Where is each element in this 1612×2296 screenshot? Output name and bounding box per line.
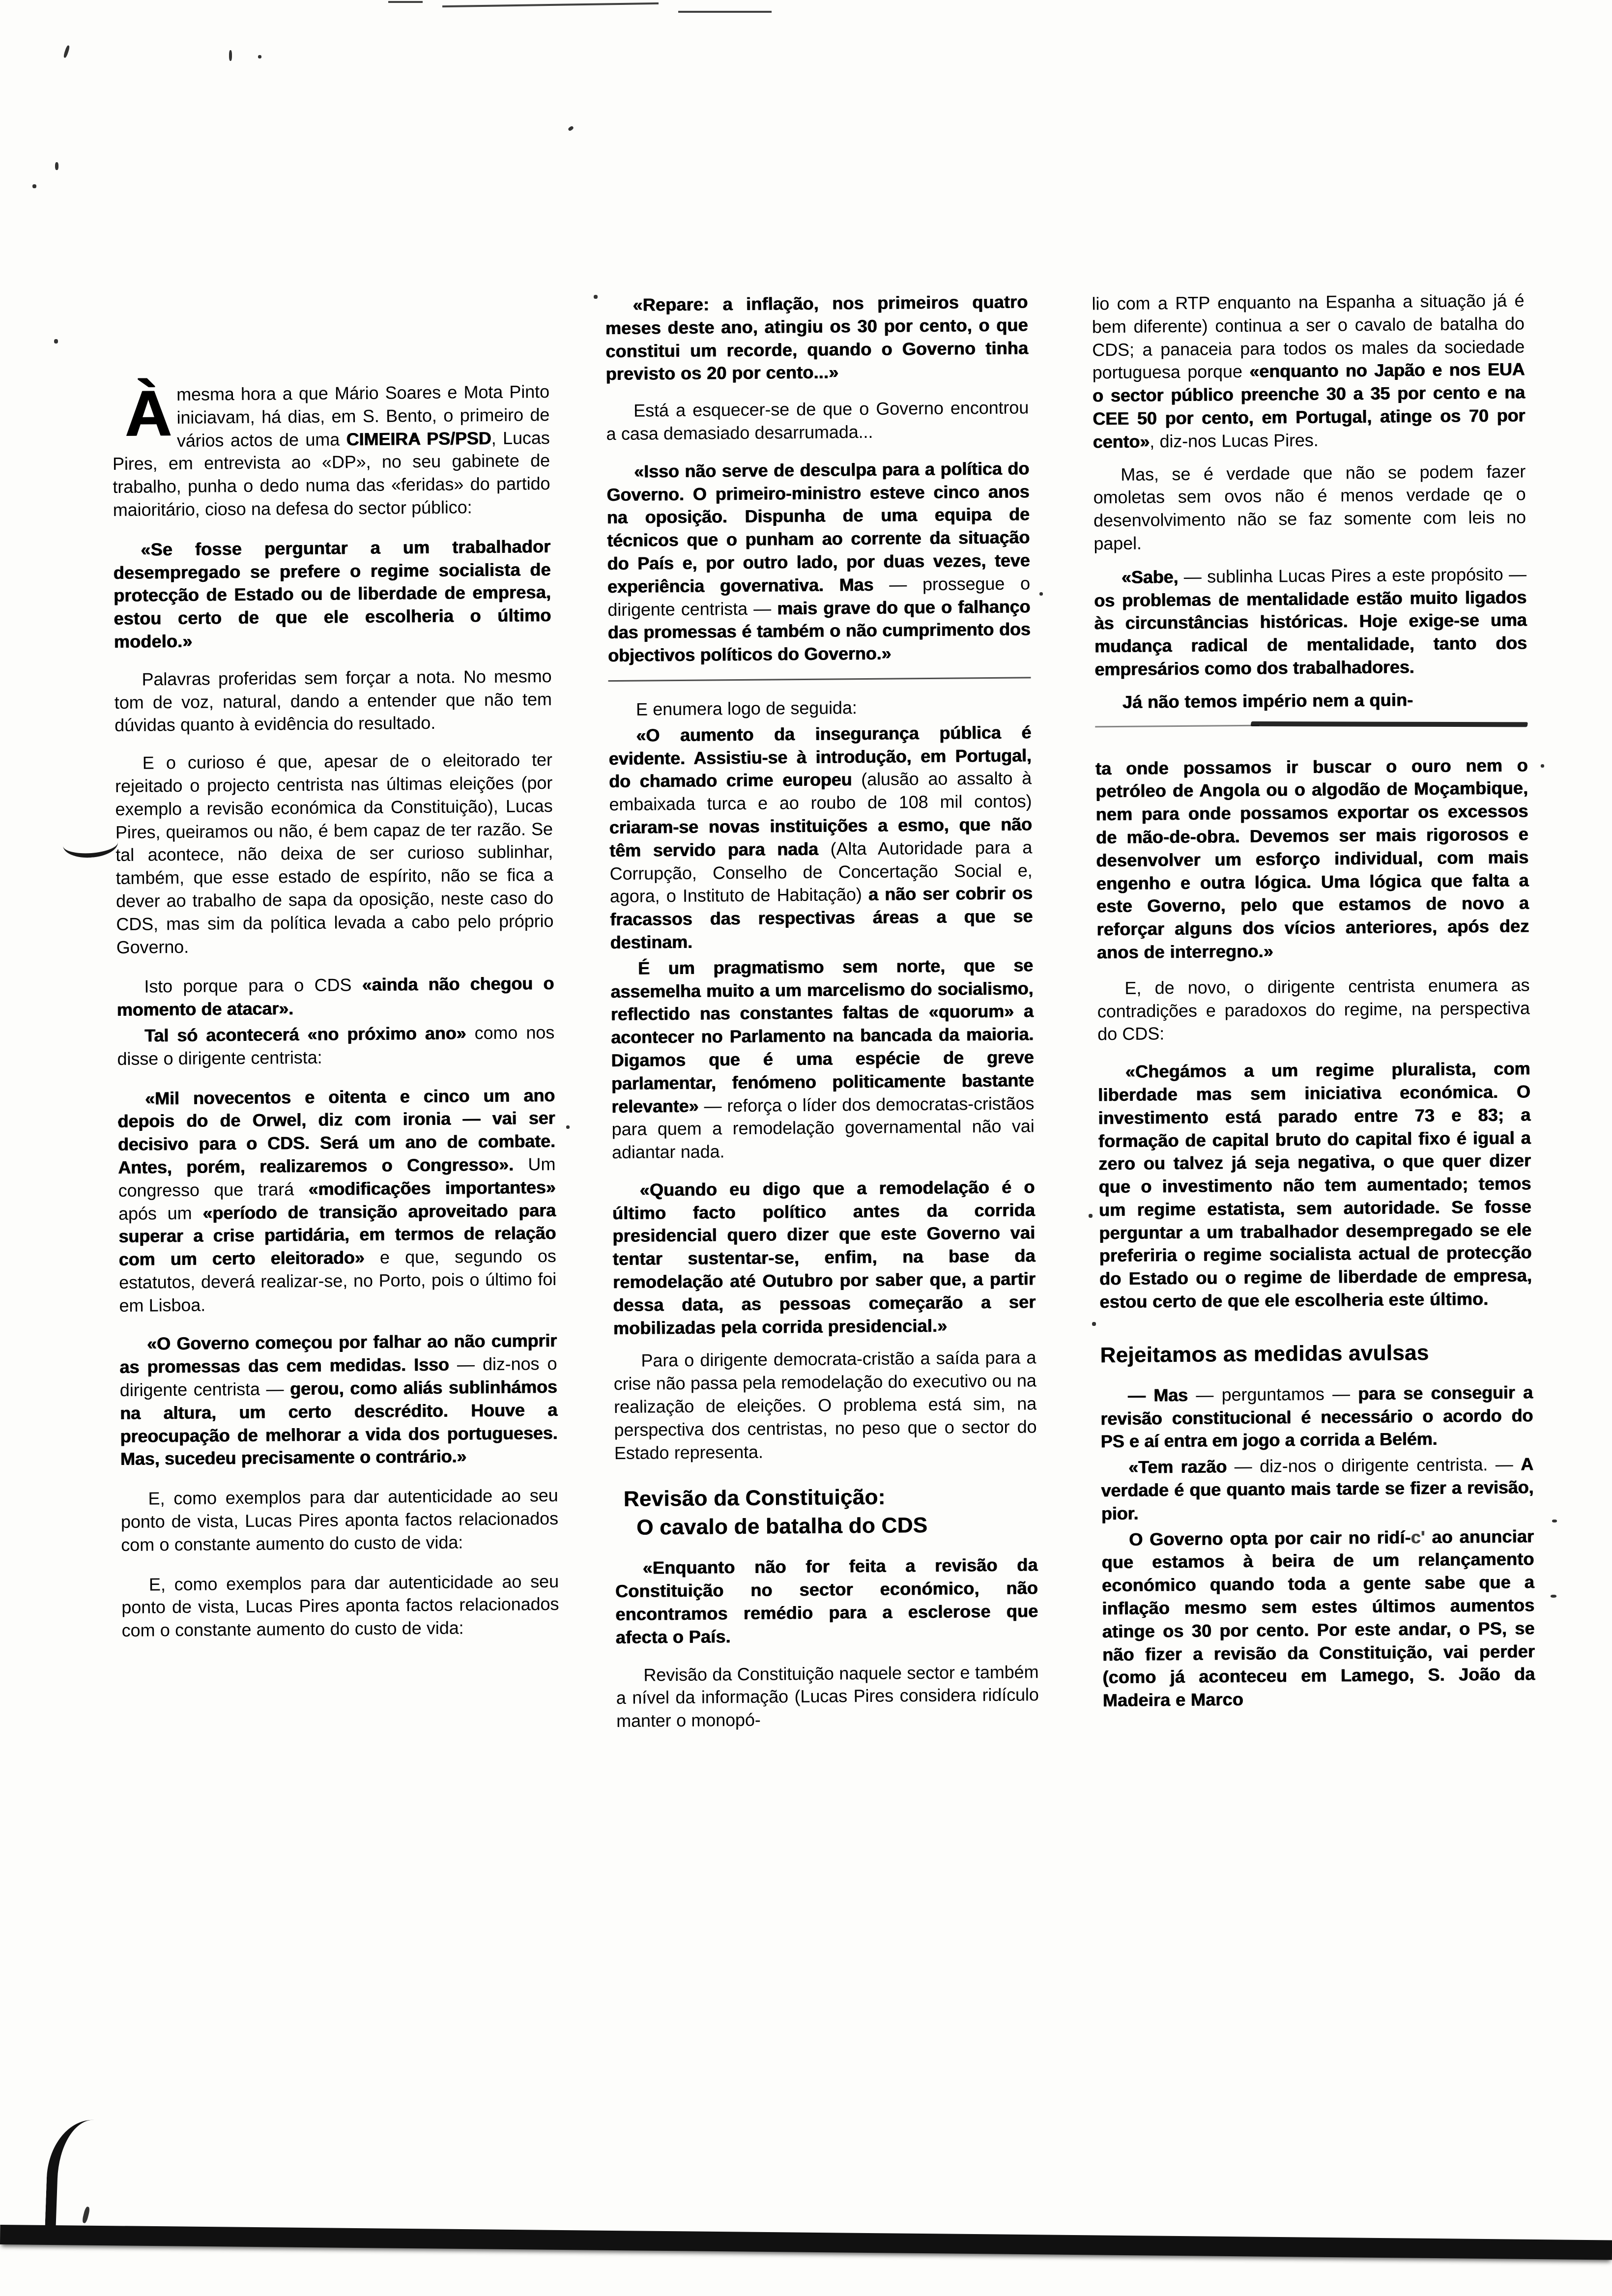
body-paragraph: Palavras proferidas sem forçar a nota. No mesmo tom de voz, natural, dando a entender que não tem dúvidas quanto à evidência do resultado. [114,665,552,736]
para-bold: Tal só acontecerá «no próximo ano» [144,1023,466,1046]
quote-paragraph: «Quando eu digo que a remodelação é o último facto político antes da corrida presidencial quero dizer que este Governo vai tentar sustentar-se, enfim, na base da remodelação até Outubro por saber que, a partir dessa data, as pessoas começarão a ser mobilizadas pela corrida presidencial.» [612,1177,1036,1338]
quote-paragraph [119,1329,558,1471]
quote-text: (alusão ao assalto à embaixada turca e ao roubo de 108 mil contos) [609,768,1032,815]
quote-text: — prossegue o dirigente centrista — [607,573,1031,620]
para-bold: «enquanto no Japão e nos EUA o sector público preenche 30 a 35 por cento e na CEE 50 por cento, em Portugal, atinge os 70 por cento» [1092,359,1526,452]
body-paragraph [1100,1381,1533,1453]
body-paragraph: E, como exemplos para dar autenticidade ao seu ponto de vista, Lucas Pires aponta factos relacionados com o constante aumento do custo de vida: [121,1571,559,1641]
quote-text: — diz-nos o dirigente centrista — [119,1353,557,1401]
quote-paragraph: «Se fosse perguntar a um trabalhador desempregado se prefere o regime socialista de protecção de Estado ou de liberdade de empresa, estou certo de que ele escolheria o último modelo.» [113,536,551,652]
quote-bold: «O aumento da insegurança pública é evidente. Assistiu-se à introdução, em Portugal, do chamado crime europeu [608,722,1032,792]
quote-paragraph: «Enquanto não for feita a revisão da Constituição no sector económico, não encontramos remédio para a esclerose que afecta o País. [615,1554,1038,1647]
column-divider-rule [608,677,1031,682]
quote-continuation-head: Já não temos império nem a quin- [1122,689,1413,712]
lead-text-bold: CIMEIRA PS/PSD [346,428,491,449]
body-paragraph: E enumera logo de seguida: [635,697,857,719]
para-text: O Governo opta por cair no ridí- [1129,1527,1411,1550]
section-heading-rejeitamos: Rejeitamos as medidas avulsas [1100,1340,1429,1368]
para-text: Isto porque para o CDS [144,975,362,997]
para-text: — perguntamos — [1196,1383,1358,1405]
para-bold: A verdade é que quanto mais tarde se fizer a revisão, pior. [1101,1454,1534,1524]
body-paragraph: Revisão da Constituição naquele sector e também a nível da informação (Lucas Pires considera ridículo manter o monopó- [616,1661,1039,1731]
quote-bold: «período de transição aproveitado para superar a crise partidária, em termos de relação com um certo eleitorado» [118,1200,556,1270]
quote-paragraph: «Repare: a inflação, nos primeiros quatro meses deste ano, atingiu os 30 por cento, o que constitui um recorde, quando o Governo tinha previsto os 20 por cento...» [605,291,1029,384]
quote-paragraph [117,1084,557,1318]
quote-bold: «Isso não serve de desculpa para a política do Governo. O primeiro-ministro esteve cinco anos na oposição. Dispunha de uma equipa de técnicos que o punham ao corrente da situação do País e, por outro lado, por duas vezes, teve experiência governativa. Mas [606,458,1030,597]
body-paragraph [1101,1453,1534,1525]
column-divider-smudge [1095,719,1527,743]
lead-paragraph [112,377,550,522]
body-paragraph: E o curioso é que, apesar de o eleitorado ter rejeitado o projecto centrista nas últimas eleições (por exemplo a revisão económica da Constituição), Lucas Pires, queiramos ou não, é bem capaz de ter razão. Se tal acontece, não deixa de ser curioso sublinhar, também, que esse estado de espírito, não se fica a dever ao trabalho de sapa da oposição, neste caso do CDS, mas sim da política levada a cabo pelo próprio Governo. [115,749,554,957]
para-text-faded: c' [1410,1526,1425,1548]
quote-bold: «modificações importantes» [308,1177,556,1199]
quote-paragraph [1094,563,1527,681]
quote-bold: «Mil novecentos e oitenta e cinco um ano depois do de Orwel, diz com ironia — vai ser decisivo para o CDS. Será um ano de combate. Antes, porém, realizaremos o Congresso». [117,1085,556,1177]
text-column-2 [603,0,1039,1743]
quote-bold: mais grave do que o falhanço das promessas é também o não cumprimento dos objectivos políticos do Governo.» [607,596,1031,666]
para-bold: «ainda não chegou o momento de atacar». [116,973,554,1020]
para-text: , diz-nos Lucas Pires. [1150,430,1319,452]
body-paragraph [116,972,554,1022]
section-subheading-cavalo: O cavalo de batalha do CDS [636,1513,928,1540]
body-paragraph [117,1021,555,1071]
para-text: como nos disse o dirigente centrista: [117,1022,555,1069]
quote-paragraph [610,954,1035,1164]
text-column-3 [1090,0,1535,1715]
quote-bold: É um pragmatismo sem norte, que se assemelha muito a um marcelismo do socialismo, reflectido nas constantes faltas de «quorum» a acontecer no Parlamento na bancada da maioria. Digamos que é uma espécie de greve parlamentar, fenómeno politicamente bastante relevante» [610,955,1035,1117]
quote-text: Um congresso que trará [118,1153,556,1201]
body-paragraph: E, de novo, o dirigente centrista enumera as contradições e paradoxos do regime, na perspectiva do CDS: [1097,975,1530,1044]
quote-paragraph: ta onde possamos ir buscar o ouro nem o petróleo de Angola ou o algodão de Moçambique, nem para onde possamos exportar os excessos de mão-de-obra. Devemos ser mais rigorosos e desenvolver um esforço individual, com mais engenho e outra lógica. Uma lógica que falta a este Governo, pelo que estamos de novo a reforçar alguns dos vícios anteriores, após dez anos de interregno.» [1095,754,1529,963]
para-bold: para se conseguir a revisão constitucional é necessário o acordo do PS e aí entra em jogo a corrida a Belém. [1100,1382,1533,1452]
lead-text-a: mesma hora a que Mário Soares e Mota Pinto iniciavam, há dias, em S. Bento, o primeiro de vários actos de uma [176,381,550,451]
body-paragraph [1101,1525,1535,1712]
quote-text: — sublinha Lucas Pires a este propósito — [1178,564,1527,587]
body-paragraph: Mas, se é verdade que não se podem fazer omoletas sem ovos não é menos verdade qe o desenvolvimento não se faz somente com leis no papel. [1093,461,1526,554]
quote-text: e que, segundo os estatutos, deverá realizar-se, no Porto, pois o último foi em Lisboa. [118,1246,557,1316]
quote-bold: «O Governo começou por falhar ao não cumprir as promessas das cem medidas. Isso [119,1330,557,1378]
quote-text: (Alta Autoridade para a Corrupção, Conselho de Concertação Social e, agora, o Instituto de Habitação) [609,837,1033,907]
section-heading-revisao: Revisão da Constituição: [623,1485,886,1512]
quote-bold: criaram-se novas instituições a esmo, que não têm servido para nada [609,814,1032,861]
para-bold: «Tem razão [1128,1456,1227,1478]
quote-paragraph [606,457,1031,667]
quote-paragraph [608,721,1033,954]
para-text: lio com a RTP enquanto na Espanha a situação já é bem diferente) continua a ser o cavalo de batalha do CDS; a panaceia para todos os males da sociedade portuguesa porque [1092,290,1525,383]
lead-text-b: , Lucas Pires, em entrevista ao «DP», no seu gabinete de trabalho, punha o dedo numa das «feridas» do partido maioritário, cioso na defesa do sector público: [112,427,550,520]
body-paragraph: E, como exemplos para dar autenticidade ao seu ponto de vista, Lucas Pires aponta factos relacionados com o constante aumento do custo de vida: [120,1485,559,1555]
body-paragraph: Para o dirigente democrata-cristão a saída para a crise não passa pela remodelação do executivo ou na realização de eleições. O problema está sim, na perspectiva dos centristas, no peso que o sector do Estado representa. [613,1347,1037,1463]
quote-bold: os problemas de mentalidade estão muito ligados às circunstâncias históricas. Hoje exige-se uma mudança radical de mentalidade, tanto dos empresários como dos trabalhadores. [1094,587,1527,680]
quote-bold: a não ser cobrir os fracassos das respectivas áreas a que se destinam. [610,883,1033,953]
para-bold: — Mas [1127,1384,1196,1406]
quote-bold: «Sabe, [1121,566,1179,587]
para-text: — diz-nos o dirigente centrista. — [1227,1454,1521,1477]
quote-bold: gerou, como aliás sublinhámos na altura, um certo descrédito. Houve a preocupação de melhorar a vida dos portugueses. Mas, sucedeu precisamente o contrário.» [120,1377,558,1469]
para-text: ao anunciar que estamos à beira de um relançamento económico quando toda a gente sabe que a inflação mesmo sem estes últimos aumentos atinge os 30 por cento. Por este andar, o PS, se não fizer a revisão da Constituição, vai perder (como já aconteceu em Lamego, S. João da Madeira e Marco [1101,1526,1535,1711]
quote-text: — reforça o líder dos democratas-cristãos para quem a remodelação governamental não vai adiantar nada. [611,1092,1035,1163]
quote-paragraph: «Chegámos a um regime pluralista, com liberdade mas sem iniciativa económica. O investimento está parado entre 73 e 83; a formação de capital bruto do capital fixo é igual a zero ou talvez já seja negativa, o que quer dizer que o investimento não tem aumentado; temos um regime estatista, sem autoridade. Se fosse perguntar a um trabalhador desempregado se ele preferiria o regime socialista actual de protecção do Estado ou o regime de liberdade de empresa, estou certo de que ele escolheria este último. [1098,1058,1532,1312]
body-paragraph [1092,289,1526,453]
text-column-1 [109,2,559,1652]
body-paragraph: Está a esquecer-se de que o Governo encontrou a casa demasiado desarrumada... [606,397,1029,444]
quote-text: após um [118,1203,203,1224]
drop-cap: À [124,377,173,450]
